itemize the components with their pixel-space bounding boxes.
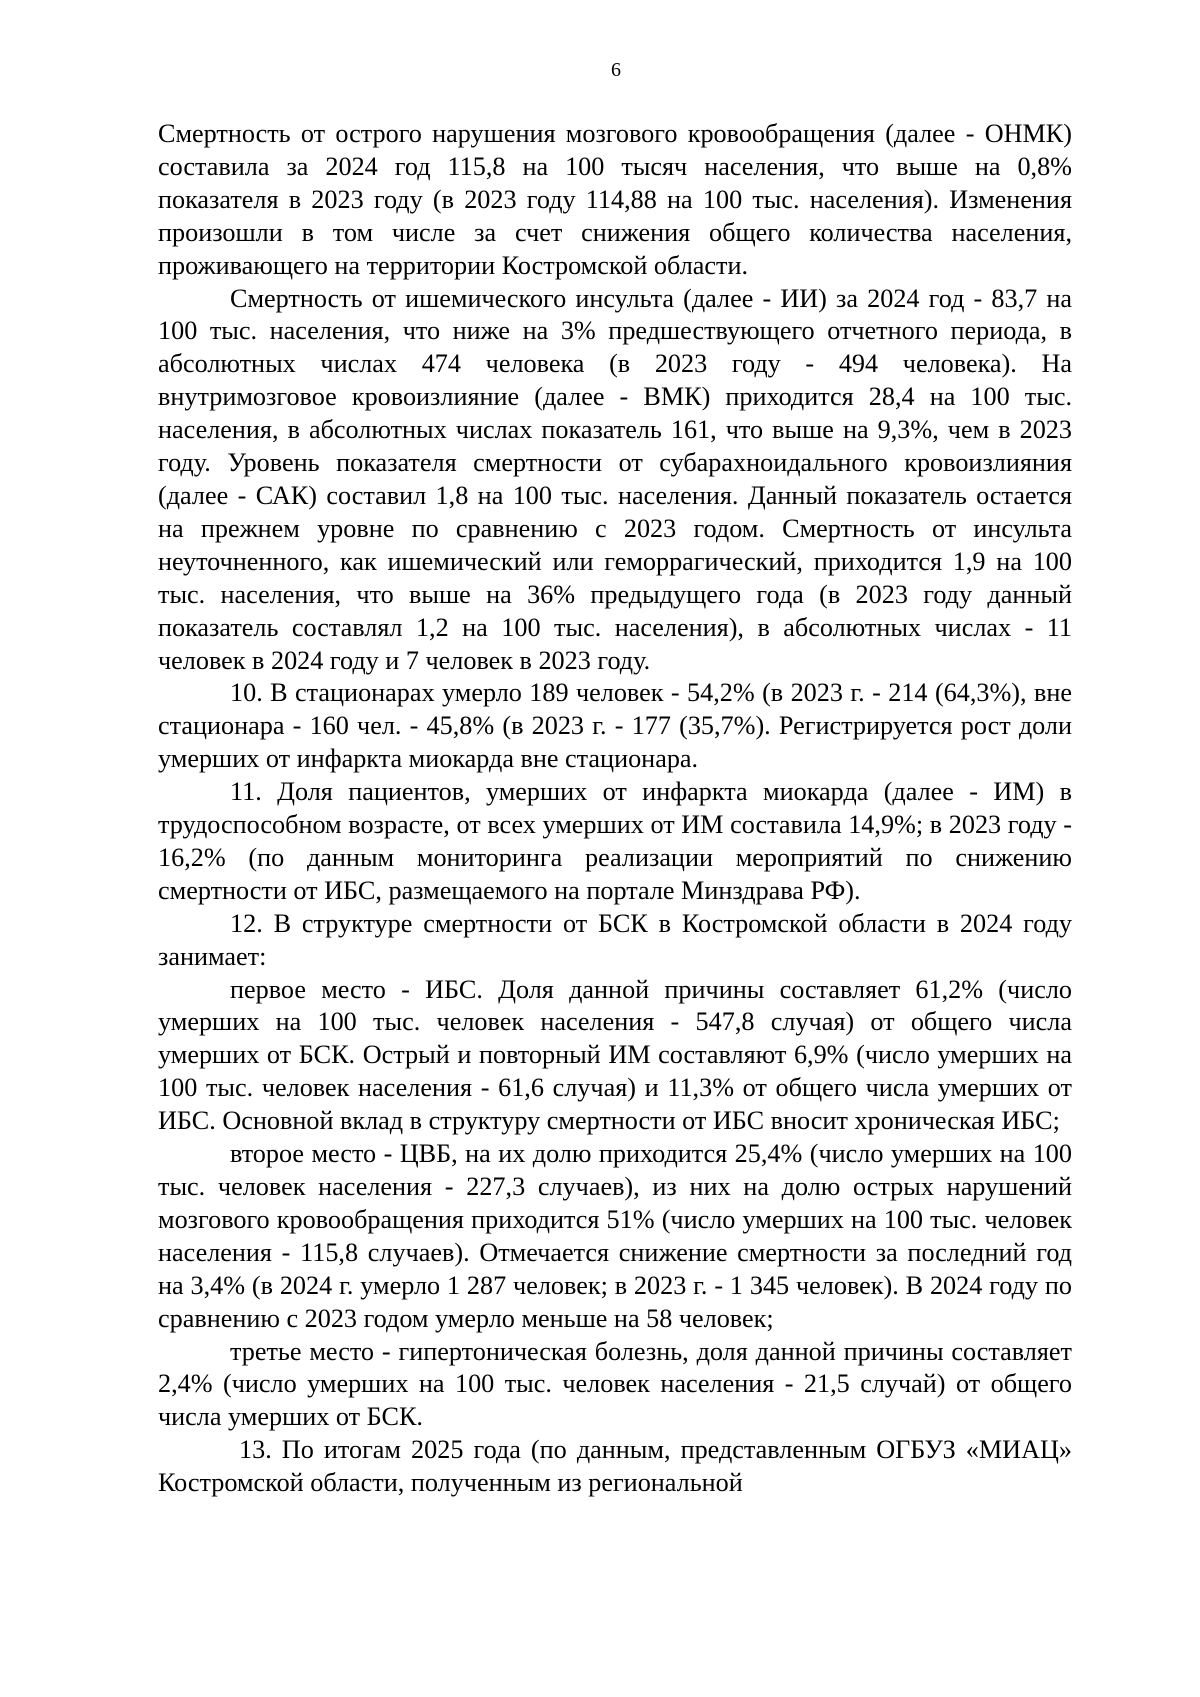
paragraph-onmk-mortality: Смертность от острого нарушения мозгового кровообращения (далее - ОНМК) составила за 2024 год 115,8 на 100 тысяч населения, что выше на 0,8% показателя в 2023 году (в 2023 году 114,88 на 100 тыс. населения). Изменения произошли в том числе за счет снижения общего количества населения, проживающего на территории Костромской области.	[158, 119, 1072, 280]
paragraph-second-place: второе место - ЦВБ, на их долю приходится 25,4% (число умерших на 100 тыс. человек населения - 227,3 случаев), из них на долю острых нарушений мозгового кровообращения приходится 51% (число умерших на 100 тыс. человек населения - 115,8 случаев). Отмечается снижение смертности за последний год на 3,4% (в 2024 г. умерло 1 287 человек; в 2023 г. - 1 345 человек). В 2024 году по сравнению с 2023 годом умерло меньше на 58 человек;	[158, 1139, 1072, 1333]
paragraph-item-13: 13. По итогам 2025 года (по данным, представленным ОГБУЗ «МИАЦ» Костромской области, полученным из региональной	[158, 1435, 1072, 1498]
document-body	[158, 118, 1072, 1500]
paragraph-stroke-mortality: Смертность от ишемического инсульта (далее - ИИ) за 2024 год - 83,7 на 100 тыс. населения, что ниже на 3% предшествующего отчетного периода, в абсолютных числах 474 человека (в 2023 году - 494 человека). На внутримозговое кровоизлияние (далее - ВМК) приходится 28,4 на 100 тыс. населения, в абсолютных числах показатель 161, что выше на 9,3%, чем в 2023 году. Уровень показателя смертности от субарахноидального кровоизлияния (далее - САК) составил 1,8 на 100 тыс. населения. Данный показатель остается на прежнем уровне по сравнению с 2023 годом. Смертность от инсульта неуточненного, как ишемический или геморрагический, приходится 1,9 на 100 тыс. населения, что выше на 36% предыдущего года (в 2023 году данный показатель составлял 1,2 на 100 тыс. населения), в абсолютных числах - 11 человек в 2024 году и 7 человек в 2023 году.	[158, 283, 1072, 675]
paragraph-item-12: 12. В структуре смертности от БСК в Костромской области в 2024 году занимает:	[158, 908, 1072, 971]
paragraph-first-place: первое место - ИБС. Доля данной причины составляет 61,2% (число умерших на 100 тыс. человек населения - 547,8 случая) от общего числа умерших от БСК. Острый и повторный ИМ составляют 6,9% (число умерших на 100 тыс. человек населения - 61,6 случая) и 11,3% от общего числа умерших от ИБС. Основной вклад в структуру смертности от ИБС вносит хроническая ИБС;	[158, 974, 1072, 1136]
page-number: 6	[611, 59, 621, 81]
paragraph-third-place: третье место - гипертоническая болезнь, доля данной причины составляет 2,4% (число умерших на 100 тыс. человек населения - 21,5 случай) от общего числа умерших от БСК.	[158, 1336, 1072, 1432]
paragraph-item-10: 10. В стационарах умерло 189 человек - 54,2% (в 2023 г. - 214 (64,3%), вне стационара - 160 чел. - 45,8% (в 2023 г. - 177 (35,7%). Регистрируется рост доли умерших от инфаркта миокарда вне стационара.	[158, 678, 1072, 774]
paragraph-item-11: 11. Доля пациентов, умерших от инфаркта миокарда (далее - ИМ) в трудоспособном возрасте, от всех умерших от ИМ составила 14,9%; в 2023 году - 16,2% (по данным мониторинга реализации мероприятий по снижению смертности от ИБС, размещаемого на портале Минздрава РФ).	[158, 777, 1072, 905]
